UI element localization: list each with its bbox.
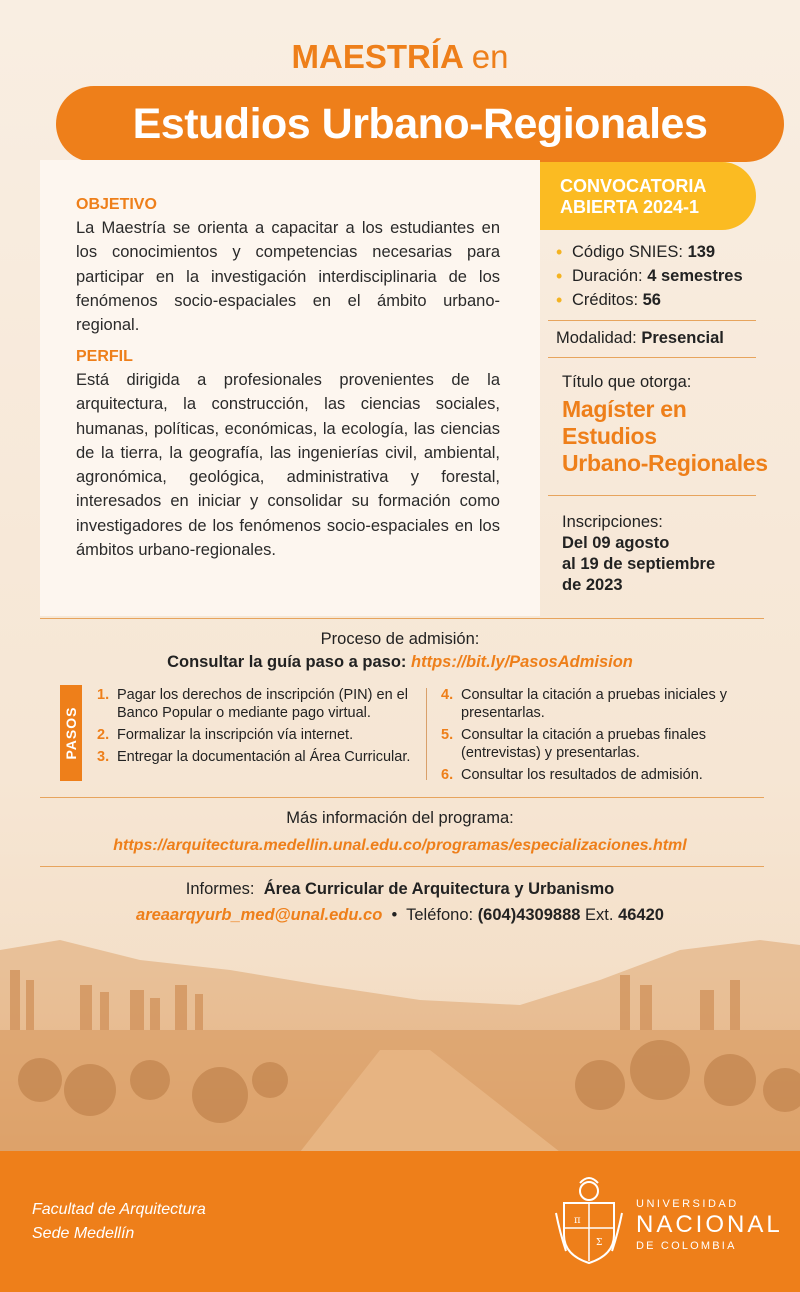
step-item	[441, 686, 761, 722]
perfil-text: Está dirigida a profesionales provenientes de la arquitectura, la construcción, las ciencias sociales, humanas, políticas, económicas, la ecología, las ciencias de la tierra, la geografía, las ingenierías civil, ambiental, agronómica, geológica, administrativa y forestal, interesados en iniciar y consolidar su formación como investigadores de los fenómenos socio-espaciales en los ámbitos urbano-regionales.	[76, 371, 500, 560]
step-number: 3.	[97, 749, 110, 765]
program-title: Estudios Urbano-Regionales	[56, 86, 784, 162]
divider	[548, 357, 756, 358]
proceso-guide: Consultar la guía paso a paso:	[167, 653, 407, 671]
informes-line	[0, 876, 800, 902]
titulo-label: Título que otorga:	[562, 373, 692, 391]
steps-right	[441, 686, 761, 788]
inscripciones-line: al 19 de septiembre	[562, 555, 716, 573]
informes	[0, 876, 800, 928]
detail-value: 56	[642, 291, 661, 309]
titulo-line: Estudios	[562, 423, 657, 449]
unal-line3: DE COLOMBIA	[636, 1240, 737, 1252]
phone-label: Teléfono:	[406, 906, 474, 924]
program-type-en: en	[471, 38, 509, 75]
unal-line1: UNIVERSIDAD	[636, 1198, 739, 1210]
step-text: Pagar los derechos de inscripción (PIN) en el Banco Popular o mediante pago virtual.	[117, 687, 408, 721]
step-text: Consultar la citación a pruebas finales (entrevistas) y presentarlas.	[461, 727, 707, 761]
convocatoria-line2	[560, 197, 756, 218]
detail-label: Créditos:	[572, 291, 639, 309]
inscripciones-label: Inscripciones:	[562, 513, 663, 531]
faculty-info	[32, 1198, 206, 1246]
step-text: Entregar la documentación al Área Curricular.	[117, 749, 411, 765]
pasos-tag	[60, 685, 82, 781]
contact-line	[0, 902, 800, 928]
ext-label: Ext.	[585, 906, 614, 924]
detail-value: 139	[687, 243, 716, 261]
guide-link[interactable]: https://bit.ly/PasosAdmision	[411, 653, 633, 671]
sede-name: Sede Medellín	[32, 1225, 135, 1242]
inscripciones-dates	[562, 533, 762, 596]
step-item	[441, 726, 761, 762]
svg-text:Σ: Σ	[596, 1238, 603, 1248]
separator: •	[391, 906, 398, 924]
detail-label: Código SNIES:	[572, 243, 683, 261]
email-link[interactable]: areaarqyurb_med@unal.edu.co	[136, 906, 383, 924]
step-text: Consultar los resultados de admisión.	[461, 767, 703, 783]
divider	[40, 618, 764, 619]
faculty-name: Facultad de Arquitectura	[32, 1201, 206, 1218]
inscripciones-line: de 2023	[562, 576, 623, 594]
step-number: 4.	[441, 687, 454, 703]
program-link[interactable]: https://arquitectura.medellin.unal.edu.co/programas/especializaciones.html	[113, 837, 687, 854]
convocatoria-abierta: ABIERTA	[560, 197, 638, 217]
titulo-value	[562, 396, 772, 477]
step-text: Formalizar la inscripción vía internet.	[117, 727, 354, 743]
modalidad-value: Presencial	[641, 329, 724, 347]
proceso-label: Proceso de admisión:	[320, 630, 480, 648]
divider	[40, 797, 764, 798]
mas-info	[0, 805, 800, 859]
steps-left	[97, 686, 417, 770]
pasos-tag-label: PASOS	[63, 706, 79, 760]
detail-label: Duración:	[572, 267, 643, 285]
step-number: 1.	[97, 687, 110, 703]
step-item	[97, 748, 417, 766]
detail-value: 4 semestres	[647, 267, 743, 285]
unal-shield-logo	[554, 1173, 624, 1265]
detail-creditos	[556, 288, 766, 312]
perfil-section	[76, 348, 500, 562]
convocatoria-line1: CONVOCATORIA	[560, 176, 707, 196]
detail-snies	[556, 240, 766, 264]
city-landscape-image	[0, 930, 800, 1152]
program-type-bold: MAESTRÍA	[291, 38, 463, 75]
step-item	[97, 686, 417, 722]
proceso-admision	[0, 628, 800, 674]
perfil-heading: PERFIL	[76, 348, 133, 365]
unal-wordmark	[636, 1198, 783, 1252]
divider	[548, 320, 756, 321]
step-number: 5.	[441, 727, 454, 743]
mas-info-label: Más información del programa:	[286, 809, 514, 827]
program-type	[0, 38, 800, 76]
inscripciones-line: Del 09 agosto	[562, 534, 670, 552]
steps-divider	[426, 688, 427, 780]
informes-label: Informes:	[185, 880, 255, 898]
objetivo-heading: OBJETIVO	[76, 196, 157, 213]
objetivo-text: La Maestría se orienta a capacitar a los estudiantes en los conocimientos y competencias necesarias para participar en la investigación interdisciplinaria de los fenómenos socio-espaciales en el ámbito urbano-regional.	[76, 219, 500, 335]
svg-text:π: π	[574, 1215, 581, 1226]
proceso-guide-line	[0, 651, 800, 674]
detail-duracion	[556, 264, 766, 288]
step-item	[97, 726, 417, 744]
divider	[548, 495, 756, 496]
step-number: 2.	[97, 727, 110, 743]
divider	[40, 866, 764, 867]
objetivo-section	[76, 196, 500, 337]
modalidad-label: Modalidad:	[556, 329, 637, 347]
step-text: Consultar la citación a pruebas iniciales y presentarlas.	[461, 687, 727, 721]
program-details	[556, 240, 766, 312]
unal-line2: NACIONAL	[636, 1211, 783, 1238]
modalidad	[556, 329, 724, 348]
phone-number: (604)4309888	[477, 906, 581, 924]
ext-number: 46420	[618, 906, 664, 924]
titulo-line: Urbano-Regionales	[562, 450, 768, 476]
step-number: 6.	[441, 767, 454, 783]
convocatoria-badge	[540, 162, 756, 230]
step-item	[441, 766, 761, 784]
informes-area: Área Curricular de Arquitectura y Urbanismo	[263, 880, 615, 898]
titulo-line: Magíster en	[562, 396, 687, 422]
convocatoria-period: 2024-1	[643, 197, 700, 217]
